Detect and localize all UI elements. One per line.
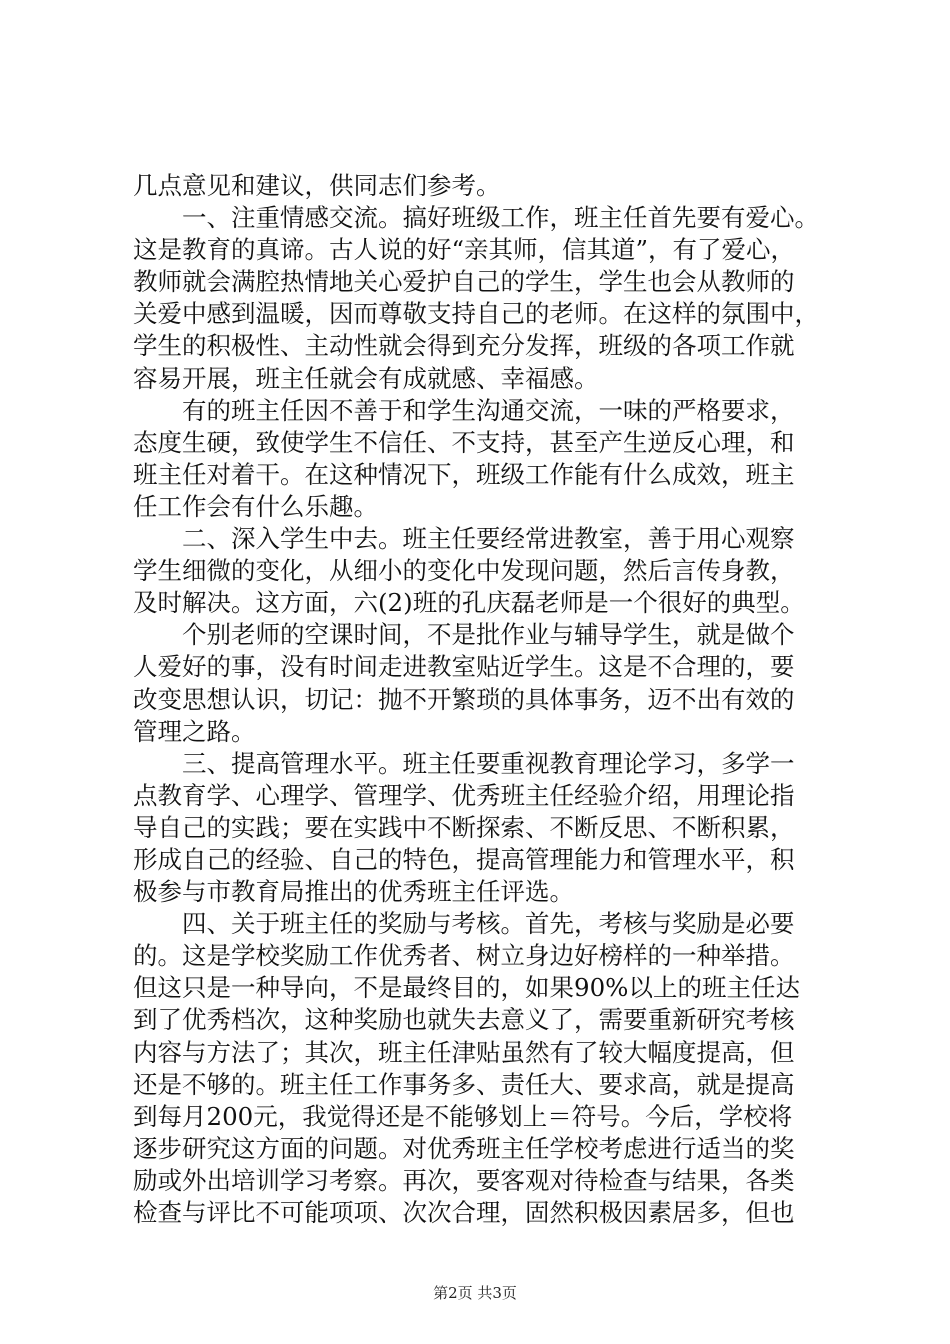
text-line: 态度生硬，致使学生不信任、不支持，甚至产生逆反心理，和: [133, 427, 795, 457]
text-line: 点教育学、心理学、管理学、优秀班主任经验介绍，用理论指: [133, 780, 795, 810]
text-line: 四、关于班主任的奖励与考核。首先，考核与奖励是必要: [133, 909, 795, 939]
text-line: 学生细微的变化，从细小的变化中发现问题，然后言传身教，: [133, 556, 795, 586]
text-line: 改变思想认识，切记：抛不开繁琐的具体事务，迈不出有效的: [133, 684, 795, 714]
text-line: 人爱好的事，没有时间走进教室贴近学生。这是不合理的，要: [133, 652, 795, 682]
text-line: 学生的积极性、主动性就会得到充分发挥，班级的各项工作就: [133, 331, 795, 361]
document-body: [133, 170, 833, 1229]
text-line: 二、深入学生中去。班主任要经常进教室，善于用心观察: [133, 524, 795, 554]
text-line: 一、注重情感交流。搞好班级工作，班主任首先要有爱心。: [133, 203, 819, 233]
text-line: 这是教育的真谛。古人说的好“亲其师，信其道”，有了爱心，: [133, 235, 796, 265]
text-line: 导自己的实践；要在实践中不断探索、不断反思、不断积累，: [133, 812, 795, 842]
text-line: 检查与评比不可能项项、次次合理，固然积极因素居多，但也: [133, 1198, 795, 1227]
text-line: 班主任对着干。在这种情况下，班级工作能有什么成效，班主: [133, 459, 795, 489]
text-line: 到每月200元，我觉得还是不能够划上＝符号。今后，学校将: [133, 1101, 793, 1131]
text-line: 内容与方法了；其次，班主任津贴虽然有了较大幅度提高，但: [133, 1037, 795, 1067]
text-line: 逐步研究这方面的问题。对优秀班主任学校考虑进行适当的奖: [133, 1133, 795, 1163]
text-line: 教师就会满腔热情地关心爱护自己的学生，学生也会从教师的: [133, 267, 795, 297]
text-line: 及时解决。这方面，六(2)班的孔庆磊老师是一个很好的典型。: [133, 588, 805, 618]
text-line: 但这只是一种导向，不是最终目的，如果90%以上的班主任达: [133, 973, 800, 1003]
text-line: 有的班主任因不善于和学生沟通交流，一味的严格要求，: [133, 395, 795, 425]
text-line: 管理之路。: [133, 716, 256, 746]
text-line: 个别老师的空课时间，不是批作业与辅导学生，就是做个: [133, 620, 795, 650]
page-footer: 第2页 共3页: [433, 1284, 517, 1302]
text-line: 励或外出培训学习考察。再次，要客观对待检查与结果，各类: [133, 1165, 795, 1195]
text-line: 还是不够的。班主任工作事务多、责任大、要求高，就是提高: [133, 1069, 795, 1099]
text-line: 几点意见和建议，供同志们参考。: [133, 171, 501, 200]
text-line: 极参与市教育局推出的优秀班主任评选。: [133, 877, 574, 907]
text-line: 三、提高管理水平。班主任要重视教育理论学习，多学一: [133, 748, 795, 778]
text-line: 任工作会有什么乐趣。: [133, 491, 378, 521]
text-line: 关爱中感到温暖，因而尊敬支持自己的老师。在这样的氛围中，: [133, 299, 819, 329]
text-line: 形成自己的经验、自己的特色，提高管理能力和管理水平，积: [133, 844, 795, 874]
text-line: 到了优秀档次，这种奖励也就失去意义了，需要重新研究考核: [133, 1005, 795, 1035]
text-line: 容易开展，班主任就会有成就感、幸福感。: [133, 363, 599, 393]
text-line: 的。这是学校奖励工作优秀者、树立身边好榜样的一种举措。: [133, 941, 795, 971]
